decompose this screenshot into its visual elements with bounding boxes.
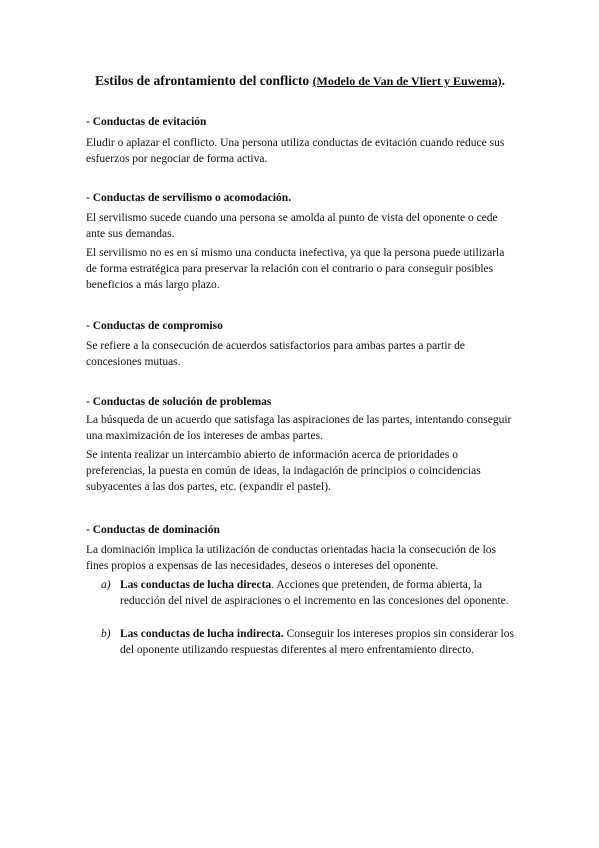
paragraph-solucion-1: La búsqueda de un acuerdo que satisfaga las aspiraciones de las partes, intentando conseguir una maximización de los intereses de ambas partes. (86, 414, 512, 442)
list-item-lucha-indirecta (101, 626, 521, 658)
list-item-text: Conseguir los intereses propios sin considerar los del oponente utilizando respuestas diferentes al mero enfrentamiento directo. (120, 628, 514, 656)
title-reference: (Modelo de Van de Vliert y Euwema) (312, 74, 502, 88)
list-marker: a) (101, 579, 111, 591)
list-item-lucha-directa (101, 577, 521, 609)
title-end: . (501, 73, 506, 88)
section-heading-compromiso: - Conductas de compromiso (86, 320, 223, 332)
list-item-text: . Acciones que pretenden, de forma abierta, la reducción del nivel de aspiraciones o el incremento en las concesiones del oponente. (120, 579, 509, 607)
section-heading-solucion-problemas: - Conductas de solución de problemas (86, 396, 272, 408)
section-heading-evitacion: - Conductas de evitación (86, 116, 207, 128)
page-title (40, 72, 560, 90)
paragraph-servilismo-1: El servilismo sucede cuando una persona se amolda al punto de vista del oponente o cede ante sus demandas. (86, 212, 498, 240)
paragraph-solucion-2: Se intenta realizar un intercambio abierto de información acerca de prioridades o preferencias, la puesta en común de ideas, la indagación de principios o coincidencias subyacentes a las dos partes, etc. (expandir el pastel). (86, 449, 481, 493)
section-heading-dominacion: - Conductas de dominación (86, 524, 220, 536)
paragraph-evitacion: Eludir o aplazar el conflicto. Una persona utiliza conductas de evitación cuando reduce sus esfuerzos por negociar de forma activa. (86, 137, 505, 165)
paragraph-dominacion: La dominación implica la utilización de conductas orientadas hacia la consecución de los fines propios a expensas de las necesidades, deseos o intereses del oponente. (86, 544, 497, 572)
paragraph-compromiso: Se refiere a la consecución de acuerdos satisfactorios para ambas partes a partir de concesiones mutuas. (86, 340, 466, 368)
list-marker: b) (101, 628, 111, 640)
paragraph-servilismo-2: El servilismo no es en sí mismo una conducta inefectiva, ya que la persona puede utilizarla de forma estratégica para preservar la relación con el contrario o para conseguir posibles beneficios a más largo plazo. (86, 247, 505, 291)
list-item-bold: Las conductas de lucha indirecta. (120, 628, 284, 640)
title-text: Estilos de afrontamiento del conflicto (94, 73, 310, 88)
list-item-bold: Las conductas de lucha directa (120, 579, 272, 591)
section-heading-servilismo: - Conductas de servilismo o acomodación. (86, 192, 292, 204)
